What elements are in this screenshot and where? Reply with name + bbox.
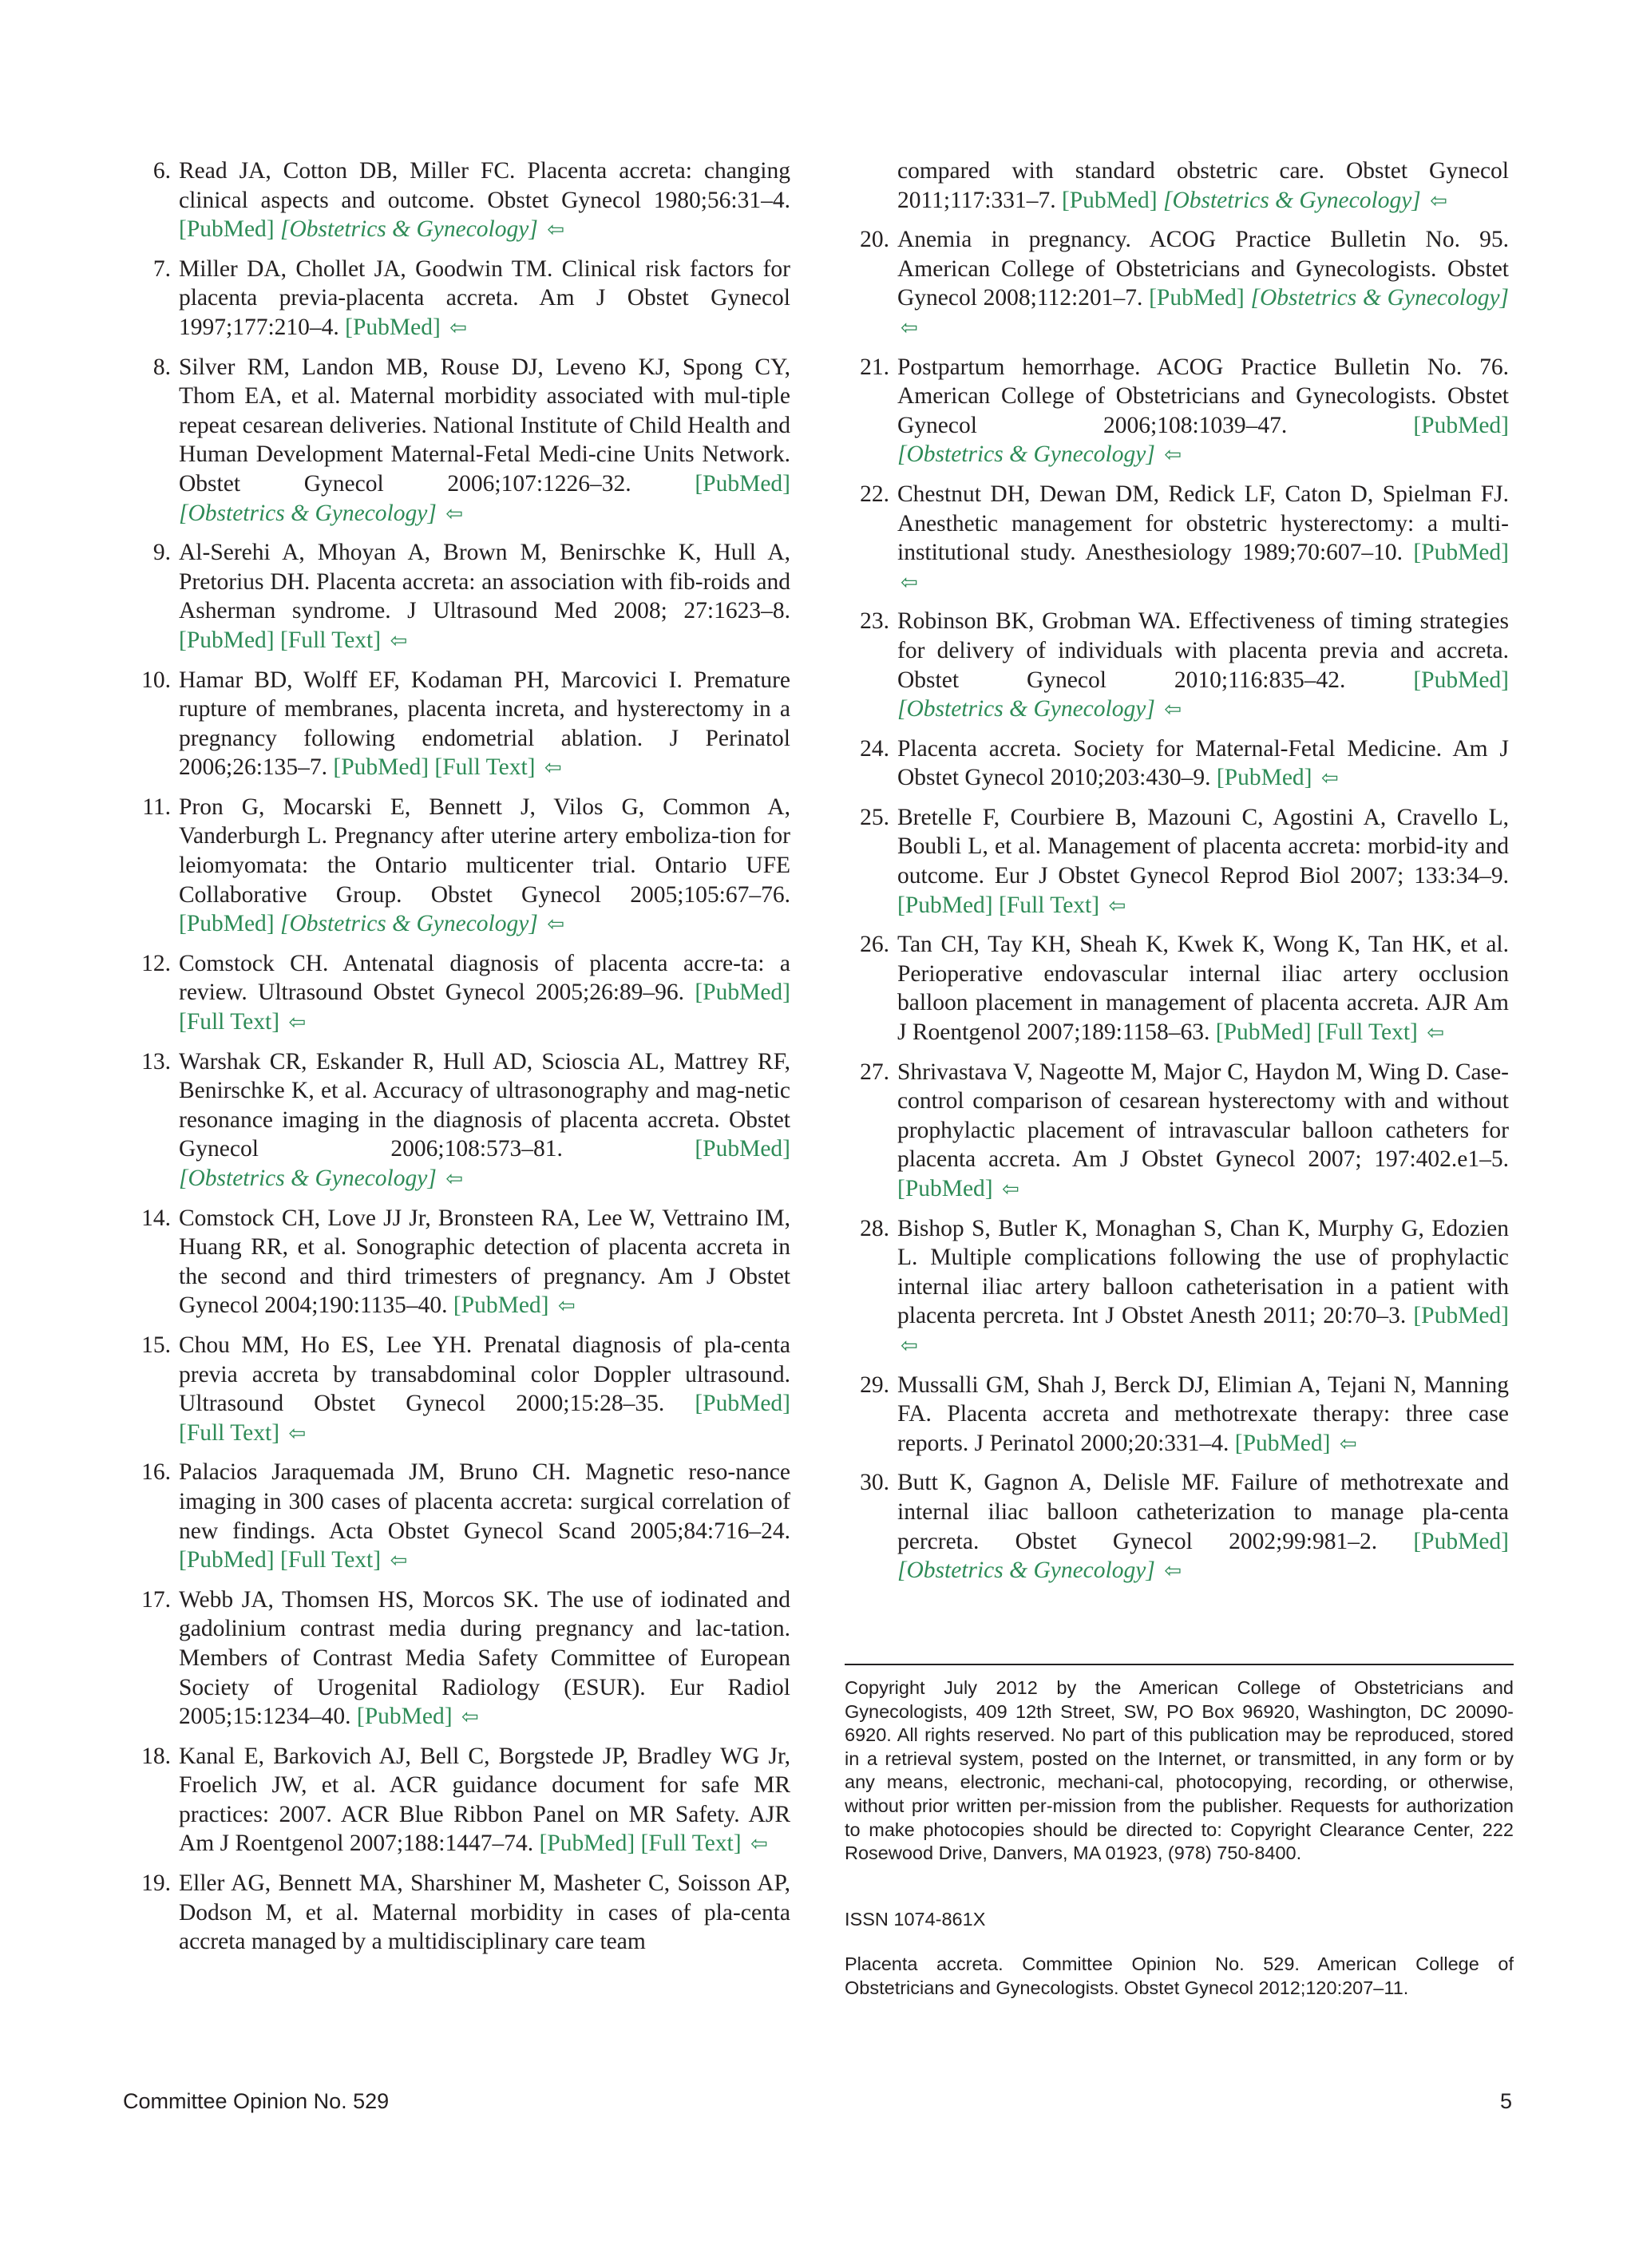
full-text-link[interactable]: [Full Text]: [434, 754, 536, 781]
reference-text: Kanal E, Barkovich AJ, Bell C, Borgstede JP, Bradley WG Jr, Froelich JW, et al. ACR guidance document for safe MR practices: 2007. ACR Blue Ribbon Panel on MR Safety. AJR Am J Roentgenol 2007;188:1447–74.: [179, 1743, 790, 1857]
reference-text: Palacios Jaraquemada JM, Bruno CH. Magnetic reso-nance imaging in 300 cases of placenta accreta: surgical correlation of new findings. Acta Obstet Gynecol Scand 2005;84:716–24.: [179, 1459, 790, 1544]
reference-item: [860, 1468, 1509, 1585]
full-text-link[interactable]: [Full Text]: [640, 1831, 742, 1857]
pubmed-link[interactable]: [PubMed]: [695, 1136, 790, 1162]
back-arrow-icon[interactable]: ⇦: [1427, 1021, 1445, 1046]
reference-text: Robinson BK, Grobman WA. Effectiveness of timing strategies for delivery of individuals with placenta previa and accreta. Obstet Gynecol 2010;116:835–42.: [897, 608, 1509, 693]
reference-list-right: [860, 156, 1510, 1586]
reference-item: [860, 480, 1510, 597]
full-text-link[interactable]: [Full Text]: [1316, 1019, 1418, 1046]
pubmed-link[interactable]: [PubMed]: [695, 470, 790, 497]
back-arrow-icon[interactable]: ⇦: [1339, 1431, 1357, 1456]
reference-item: [152, 353, 790, 529]
reference-number: 13.: [141, 1048, 171, 1075]
reference-number: 7.: [152, 255, 171, 282]
pubmed-link[interactable]: [PubMed]: [179, 1547, 275, 1573]
full-text-link[interactable]: [Full Text]: [179, 1009, 280, 1035]
copyright-divider: [845, 1664, 1514, 1665]
reference-item: [860, 734, 1509, 794]
back-arrow-icon[interactable]: ⇦: [1164, 443, 1182, 468]
reference-item: [152, 538, 790, 655]
reference-number: 9.: [152, 540, 171, 566]
back-arrow-icon[interactable]: ⇦: [1164, 1559, 1182, 1584]
full-text-link[interactable]: [Full Text]: [999, 892, 1100, 918]
reference-number: 30.: [860, 1470, 889, 1496]
pubmed-link[interactable]: [PubMed]: [695, 980, 790, 1006]
reference-item: [141, 1331, 790, 1448]
reference-number: 26.: [860, 932, 889, 958]
obstetrics-gynecology-link[interactable]: [Obstetrics & Gynecology]: [897, 1558, 1155, 1584]
back-arrow-icon[interactable]: ⇦: [449, 315, 467, 340]
pubmed-link[interactable]: [PubMed]: [179, 216, 275, 243]
reference-text: Webb JA, Thomsen HS, Morcos SK. The use of iodinated and gadolinium contrast media during pregnancy and lac-tation. Members of Contrast Media Safety Committee of European Society of Urogenital Radiology (ESUR). Eur Radiol 2005;15:1234–40.: [179, 1586, 790, 1730]
obstetrics-gynecology-link[interactable]: [Obstetrics & Gynecology]: [179, 1166, 437, 1191]
reference-text: Warshak CR, Eskander R, Hull AD, Scioscia AL, Mattrey RF, Benirschke K, et al. Accuracy of ultrasonography and mag-netic resonance imaging in the diagnosis of placenta accreta. Obstet Gynecol 2006;108:573–81.: [179, 1048, 790, 1162]
pubmed-link[interactable]: [PubMed]: [179, 627, 275, 653]
obstetrics-gynecology-link[interactable]: [Obstetrics & Gynecology]: [1162, 187, 1421, 213]
pubmed-link[interactable]: [PubMed]: [1413, 1303, 1509, 1329]
pubmed-link[interactable]: [PubMed]: [1215, 1019, 1312, 1046]
reference-number: 14.: [141, 1205, 171, 1231]
reference-text: Pron G, Mocarski E, Bennett J, Vilos G, Common A, Vanderburgh L. Pregnancy after uterine artery emboliza-tion for leiomyomata: the Ontario multicenter trial. Ontario UFE Collaborative Group. Obstet Gynecol 2005;105:67–76.: [179, 794, 790, 908]
reference-number: 28.: [860, 1215, 889, 1241]
pubmed-link[interactable]: [PubMed]: [1216, 765, 1312, 791]
pubmed-link[interactable]: [PubMed]: [345, 314, 441, 340]
reference-text: Hamar BD, Wolff EF, Kodaman PH, Marcovici I. Premature rupture of membranes, placenta increta, and hysterectomy in a pregnancy following endometrial ablation. J Perinatol 2006;26:135–7.: [179, 667, 790, 781]
back-arrow-icon[interactable]: ⇦: [1108, 893, 1126, 918]
pubmed-link[interactable]: [PubMed]: [539, 1831, 635, 1857]
reference-number: 17.: [141, 1586, 171, 1613]
reference-text: Al-Serehi A, Mhoyan A, Brown M, Benirschke K, Hull A, Pretorius DH. Placenta accreta: an association with fib-roids and Asherman syndrome. J Ultrasound Med 2008; 27:1623–8.: [179, 540, 790, 624]
reference-text: Mussalli GM, Shah J, Berck DJ, Elimian A, Tejani N, Manning FA. Placenta accreta and methotrexate therapy: three case reports. J Perinatol 2000;20:331–4.: [897, 1371, 1509, 1456]
back-arrow-icon[interactable]: ⇦: [901, 570, 918, 595]
full-text-link[interactable]: [Full Text]: [179, 1419, 280, 1446]
obstetrics-gynecology-link[interactable]: [Obstetrics & Gynecology]: [1250, 285, 1510, 311]
pubmed-link[interactable]: [PubMed]: [897, 892, 993, 918]
footer-title: Committee Opinion No. 529: [123, 2089, 390, 2113]
back-arrow-icon[interactable]: ⇦: [544, 756, 562, 781]
reference-text: Bishop S, Butler K, Monaghan S, Chan K, Murphy G, Edozien L. Multiple complications following the use of prophylactic internal iliac artery balloon catheterisation in a patient with placenta percreta. Int J Obstet Anesth 2011; 20:70–3.: [897, 1215, 1509, 1329]
reference-text: Butt K, Gagnon A, Delisle MF. Failure of methotrexate and internal iliac balloon catheterization to manage pla-centa percreta. Obstet Gynecol 2002;99:981–2.: [897, 1470, 1509, 1554]
pubmed-link[interactable]: [PubMed]: [1413, 540, 1510, 566]
reference-number: 27.: [860, 1059, 889, 1085]
back-arrow-icon[interactable]: ⇦: [288, 1421, 307, 1446]
reference-text: Bretelle F, Courbiere B, Mazouni C, Agostini A, Cravello L, Boubli L, et al. Management of placenta accreta: morbid-ity and outcome. Eur J Obstet Gynecol Reprod Biol 2007; 133:34–9.: [897, 804, 1509, 889]
reference-item: [141, 1204, 790, 1321]
back-arrow-icon[interactable]: ⇦: [1320, 766, 1339, 791]
reference-item: [860, 607, 1509, 724]
reference-number: 15.: [141, 1332, 171, 1358]
back-arrow-icon[interactable]: ⇦: [750, 1832, 768, 1857]
reference-item: [141, 949, 790, 1038]
reference-text: Eller AG, Bennett MA, Sharshiner M, Masheter C, Soisson AP, Dodson M, et al. Maternal morbidity in cases of pla-centa accreta managed by a multidisciplinary care team: [179, 1870, 790, 1955]
reference-item: [897, 156, 1509, 216]
back-arrow-icon[interactable]: ⇦: [1002, 1178, 1019, 1201]
reference-text: Read JA, Cotton DB, Miller FC. Placenta accreta: changing clinical aspects and outcome. Obstet Gynecol 1980;56:31–4.: [179, 158, 790, 213]
reference-number: 16.: [141, 1459, 171, 1486]
reference-number: 19.: [141, 1870, 171, 1897]
pubmed-link[interactable]: [PubMed]: [179, 911, 275, 937]
citation: Placenta accreta. Committee Opinion No. 529. American College of Obstetricians and Gynecologists. Obstet Gynecol 2012;120:207–11.: [845, 1953, 1514, 1998]
back-arrow-icon[interactable]: ⇦: [557, 1294, 576, 1319]
pubmed-link[interactable]: [PubMed]: [1413, 412, 1509, 438]
reference-list-left: [141, 156, 790, 1957]
pubmed-link[interactable]: [PubMed]: [333, 754, 430, 781]
reference-item: [860, 353, 1509, 470]
issn: ISSN 1074-861X: [845, 1909, 986, 1930]
back-arrow-icon[interactable]: ⇦: [445, 501, 463, 526]
reference-item: [142, 793, 790, 940]
full-text-link[interactable]: [Full Text]: [280, 627, 382, 653]
pubmed-link[interactable]: [PubMed]: [1061, 187, 1158, 213]
obstetrics-gynecology-link[interactable]: [Obstetrics & Gynecology]: [897, 441, 1155, 468]
obstetrics-gynecology-link[interactable]: [Obstetrics & Gynecology]: [179, 500, 437, 526]
reference-number: 22.: [860, 481, 889, 507]
back-arrow-icon[interactable]: ⇦: [288, 1011, 307, 1035]
reference-item: [141, 1458, 790, 1575]
reference-number: 11.: [142, 794, 171, 820]
back-arrow-icon[interactable]: ⇦: [1430, 188, 1447, 213]
obstetrics-gynecology-link[interactable]: [Obstetrics & Gynecology]: [897, 696, 1155, 722]
reference-number: 6.: [152, 158, 171, 184]
pubmed-link[interactable]: [PubMed]: [1149, 285, 1245, 311]
reference-number: 20.: [860, 227, 889, 253]
reference-number: 12.: [141, 950, 171, 976]
reference-item: [141, 1742, 790, 1859]
pubmed-link[interactable]: [PubMed]: [1234, 1430, 1331, 1456]
reference-number: 21.: [860, 354, 889, 380]
reference-item: [152, 156, 790, 245]
back-arrow-icon[interactable]: ⇦: [445, 1167, 463, 1191]
obstetrics-gynecology-link[interactable]: [Obstetrics & Gynecology]: [280, 216, 538, 243]
reference-item: [860, 1214, 1509, 1361]
reference-text: Tan CH, Tay KH, Sheah K, Kwek K, Wong K, Tan HK, et al. Perioperative endovascular internal iliac artery occlusion balloon placement in management of placenta accreta. AJR Am J Roentgenol 2007;189:1158–63.: [897, 932, 1509, 1046]
obstetrics-gynecology-link[interactable]: [Obstetrics & Gynecology]: [280, 911, 538, 937]
reference-text: Anemia in pregnancy. ACOG Practice Bulletin No. 95. American College of Obstetricians and Gynecologists. Obstet Gynecol 2008;112:201–7.: [897, 227, 1509, 311]
back-arrow-icon[interactable]: ⇦: [461, 1705, 479, 1730]
reference-number: 10.: [141, 667, 171, 693]
reference-item: [860, 225, 1510, 342]
reference-number: 24.: [860, 735, 889, 762]
reference-text: compared with standard obstetric care. Obstet Gynecol 2011;117:331–7.: [897, 158, 1509, 213]
references-left-column: [141, 156, 790, 1966]
back-arrow-icon[interactable]: ⇦: [901, 315, 918, 340]
back-arrow-icon[interactable]: ⇦: [547, 912, 564, 937]
back-arrow-icon[interactable]: ⇦: [901, 1333, 918, 1358]
reference-item: [141, 1869, 790, 1957]
reference-text: Comstock CH, Love JJ Jr, Bronsteen RA, Lee W, Vettraino IM, Huang RR, et al. Sonographic detection of placenta accreta in the second and third trimesters of pregnancy. Am J Obstet Gynecol 2004;190:1135–40.: [179, 1205, 790, 1319]
page-number: 5: [1499, 2089, 1512, 2113]
pubmed-link[interactable]: [PubMed]: [897, 1176, 993, 1201]
reference-number: 18.: [141, 1743, 171, 1769]
pubmed-link[interactable]: [PubMed]: [1413, 667, 1509, 693]
reference-number: 25.: [860, 804, 889, 830]
reference-text: Miller DA, Chollet JA, Goodwin TM. Clinical risk factors for placenta previa-placenta accreta. Am J Obstet Gynecol 1997;177:210–4.: [179, 255, 790, 340]
reference-number: 23.: [860, 608, 889, 635]
pubmed-link[interactable]: [PubMed]: [356, 1704, 453, 1730]
reference-text: Chestnut DH, Dewan DM, Redick LF, Caton D, Spielman FJ. Anesthetic management for obstetric hysterectomy: a multi-institutional study. Anesthesiology 1989;70:607–10.: [897, 481, 1509, 566]
reference-item: [141, 1585, 790, 1732]
reference-number: 8.: [152, 354, 171, 380]
references-right-column: [860, 156, 1510, 1596]
pubmed-link[interactable]: [PubMed]: [1413, 1528, 1509, 1554]
reference-item: [860, 803, 1509, 920]
back-arrow-icon[interactable]: ⇦: [547, 218, 564, 243]
back-arrow-icon[interactable]: ⇦: [1164, 698, 1182, 722]
reference-text: Shrivastava V, Nageotte M, Major C, Haydon M, Wing D. Case-control comparison of cesarean hysterectomy with and without prophylactic placement of intravascular balloon catheters for placenta accreta. Am J Obstet Gynecol 2007; 197:402.e1–5.: [897, 1059, 1509, 1173]
reference-item: [860, 1058, 1509, 1205]
full-text-link[interactable]: [Full Text]: [280, 1547, 382, 1573]
reference-text: Comstock CH. Antenatal diagnosis of placenta accre-ta: a review. Ultrasound Obstet Gynecol 2005;26:89–96.: [179, 950, 790, 1006]
back-arrow-icon[interactable]: ⇦: [390, 1549, 408, 1573]
reference-item: [141, 1047, 790, 1194]
reference-text: Chou MM, Ho ES, Lee YH. Prenatal diagnosis of pla-centa previa accreta by transabdominal color Doppler ultrasound. Ultrasound Obstet Gynecol 2000;15:28–35.: [179, 1332, 790, 1417]
reference-text: Placenta accreta. Society for Maternal-Fetal Medicine. Am J Obstet Gynecol 2010;203:430–9.: [897, 735, 1509, 791]
pubmed-link[interactable]: [PubMed]: [453, 1292, 549, 1319]
reference-item: [141, 666, 790, 783]
reference-item: [860, 930, 1509, 1047]
back-arrow-icon[interactable]: ⇦: [390, 628, 408, 653]
reference-text: Postpartum hemorrhage. ACOG Practice Bulletin No. 76. American College of Obstetricians and Gynecologists. Obstet Gynecol 2006;108:1039–47.: [897, 354, 1509, 438]
reference-item: [860, 1371, 1509, 1459]
reference-item: [152, 255, 790, 343]
reference-text: Silver RM, Landon MB, Rouse DJ, Leveno KJ, Spong CY, Thom EA, et al. Maternal morbidity associated with mul-tiple repeat cesarean deliveries. National Institute of Child Health and Human Development Maternal-Fetal Medi-cine Units Network. Obstet Gynecol 2006;107:1226–32.: [179, 354, 790, 497]
copyright-notice: Copyright July 2012 by the American College of Obstetricians and Gynecologists, 409 12th Street, SW, PO Box 96920, Washington, DC 20090-6920. All rights reserved. No part of this publication may be reproduced, stored in a retrieval system, posted on the Internet, or transmitted, in any form or by any means, electronic, mechani-cal, photocopying, recording, or otherwise, without prior written per-mission from the publisher. Requests for authorization to make photocopies should be directed to: Copyright Clearance Center, 222 Rosewood Drive, Danvers, MA 01923, (978) 750-8400.: [845, 1677, 1514, 1864]
pubmed-link[interactable]: [PubMed]: [695, 1391, 790, 1417]
reference-number: 29.: [860, 1371, 889, 1398]
